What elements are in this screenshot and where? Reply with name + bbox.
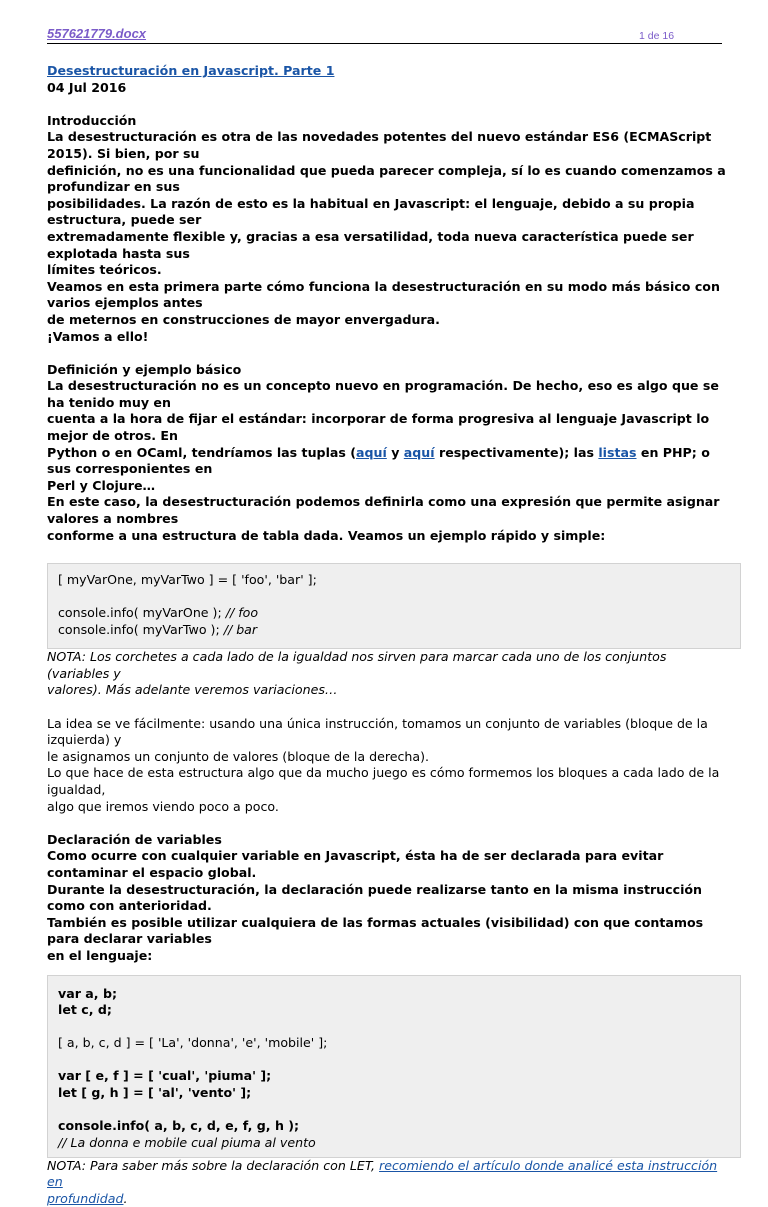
- article-body: [47, 63, 727, 1207]
- code-line-empty: [58, 589, 730, 606]
- code-line-empty: [58, 1052, 730, 1069]
- link-aqui-python[interactable]: aquí: [356, 445, 387, 460]
- intro-line: La desestructuración es otra de las novedades potentes del nuevo estándar ES6 (ECMAScript 2015). Si bien, por su: [47, 129, 727, 162]
- link-aqui-ocaml[interactable]: aquí: [404, 445, 435, 460]
- definition-line-links: [47, 445, 727, 478]
- declaration-heading: Declaración de variables: [47, 832, 727, 849]
- page-number: 1 de 16: [639, 28, 674, 45]
- code-line: [ a, b, c, d ] = [ 'La', 'donna', 'e', 'mobile' ];: [58, 1035, 730, 1052]
- note-let: [47, 1158, 727, 1207]
- article-title[interactable]: Desestructuración en Javascript. Parte 1: [47, 63, 727, 80]
- declaration-line: Como ocurre con cualquier variable en Javascript, ésta ha de ser declarada para evitar contaminar el espacio global.: [47, 848, 727, 881]
- code-comment: // bar: [224, 622, 257, 637]
- intro-paragraph: [47, 129, 727, 345]
- declaration-line: Durante la desestructuración, la declaración puede realizarse tanto en la misma instrucción como con anterioridad.: [47, 882, 727, 915]
- explanation-line: le asignamos un conjunto de valores (bloque de la derecha).: [47, 749, 727, 766]
- code-line: let c, d;: [58, 1002, 730, 1019]
- code-line: [58, 622, 730, 639]
- declaration-paragraph: [47, 848, 727, 964]
- definition-line: conforme a una estructura de tabla dada. Veamos un ejemplo rápido y simple:: [47, 528, 727, 545]
- explanation-line: algo que iremos viendo poco a poco.: [47, 799, 727, 816]
- definition-heading: Definición y ejemplo básico: [47, 362, 727, 379]
- explanation-line: La idea se ve fácilmente: usando una única instrucción, tomamos un conjunto de variables (bloque de la izquierda) y: [47, 716, 727, 749]
- code-line: var a, b;: [58, 986, 730, 1003]
- note-text: .: [123, 1191, 127, 1206]
- note-brackets: [47, 649, 727, 699]
- code-block-basic: [47, 563, 741, 649]
- text-span: Python o en OCaml, tendríamos las tuplas (: [47, 445, 356, 460]
- code-line: [ myVarOne, myVarTwo ] = [ 'foo', 'bar' ];: [58, 572, 730, 589]
- definition-line: Perl y Clojure…: [47, 478, 727, 495]
- link-let-article[interactable]: recomiendo el artículo donde analicé esta instrucción en: [47, 1158, 717, 1190]
- explanation-line: Lo que hace de esta estructura algo que da mucho juego es cómo formemos los bloques a cada lado de la igualdad,: [47, 765, 727, 798]
- code-line: let [ g, h ] = [ 'al', 'vento' ];: [58, 1085, 730, 1102]
- code-line-empty: [58, 1019, 730, 1036]
- code-comment: // La donna e mobile cual piuma al vento: [58, 1135, 730, 1152]
- declaration-line: También es posible utilizar cualquiera de las formas actuales (visibilidad) con que contamos para declarar variables: [47, 915, 727, 948]
- link-let-article-cont[interactable]: profundidad: [47, 1191, 123, 1206]
- document-filename[interactable]: 557621779.docx: [47, 26, 146, 43]
- intro-line: ¡Vamos a ello!: [47, 329, 727, 346]
- definition-line: La desestructuración no es un concepto nuevo en programación. De hecho, eso es algo que se ha tenido muy en: [47, 378, 727, 411]
- intro-line: posibilidades. La razón de esto es la habitual en Javascript: el lenguaje, debido a su propia estructura, puede ser: [47, 196, 727, 229]
- text-span: en PHP; o sus corresponientes en: [47, 445, 710, 477]
- code-line: console.info( a, b, c, d, e, f, g, h );: [58, 1118, 730, 1135]
- code-comment: // foo: [226, 605, 258, 620]
- page-header: [47, 26, 722, 44]
- note-line: [47, 1191, 727, 1207]
- note-text: NOTA: Para saber más sobre la declaración con LET,: [47, 1158, 379, 1173]
- definition-line: En este caso, la desestructuración podemos definirla como una expresión que permite asignar valores a nombres: [47, 494, 727, 527]
- intro-line: extremadamente flexible y, gracias a esa versatilidad, toda nueva característica puede ser explotada hasta sus: [47, 229, 727, 262]
- intro-line: definición, no es una funcionalidad que pueda parecer compleja, sí lo es cuando comenzamos a profundizar en sus: [47, 163, 727, 196]
- link-listas[interactable]: listas: [598, 445, 636, 460]
- intro-line: límites teóricos.: [47, 262, 727, 279]
- code-block-declaration: [47, 975, 741, 1158]
- note-line: [47, 1158, 727, 1191]
- note-line: NOTA: Los corchetes a cada lado de la igualdad nos sirven para marcar cada uno de los conjuntos (variables y: [47, 649, 727, 682]
- intro-line: de meternos en construcciones de mayor envergadura.: [47, 312, 727, 329]
- text-span: y: [387, 445, 404, 460]
- code-line: var [ e, f ] = [ 'cual', 'piuma' ];: [58, 1068, 730, 1085]
- definition-paragraph: [47, 378, 727, 544]
- code-line: [58, 605, 730, 622]
- code-text: console.info( myVarTwo );: [58, 622, 224, 637]
- code-text: console.info( myVarOne );: [58, 605, 226, 620]
- definition-line: cuenta a la hora de fijar el estándar: incorporar de forma progresiva al lenguaje Javascript lo mejor de otros. En: [47, 411, 727, 444]
- text-span: respectivamente); las: [435, 445, 599, 460]
- note-line: valores). Más adelante veremos variaciones…: [47, 682, 727, 699]
- intro-heading: Introducción: [47, 113, 727, 130]
- declaration-line: en el lenguaje:: [47, 948, 727, 965]
- explanation-paragraph: [47, 716, 727, 816]
- intro-line: Veamos en esta primera parte cómo funciona la desestructuración en su modo más básico con varios ejemplos antes: [47, 279, 727, 312]
- article-date: 04 Jul 2016: [47, 80, 727, 97]
- code-line-empty: [58, 1102, 730, 1119]
